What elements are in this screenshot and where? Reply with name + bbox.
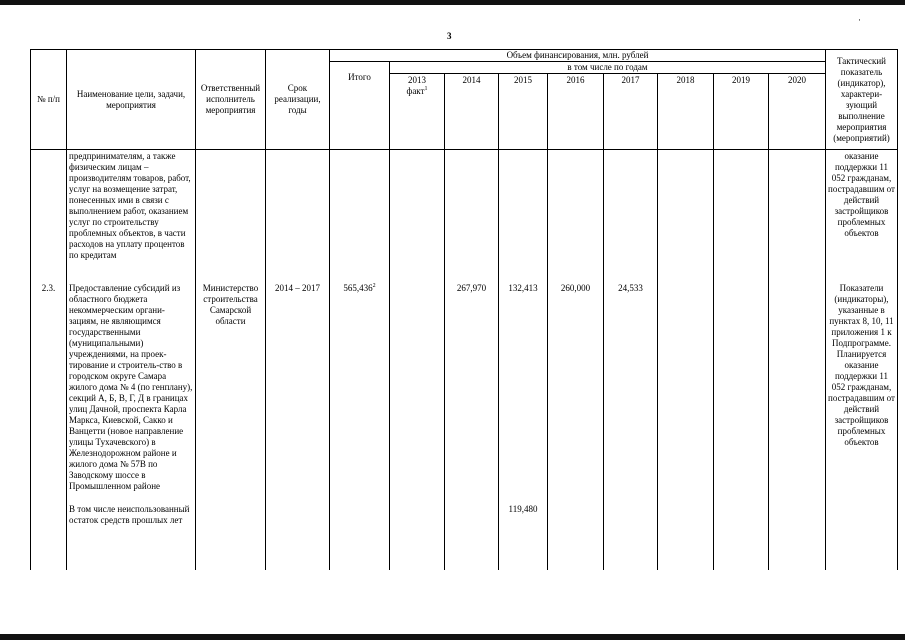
header-row-1 <box>31 50 898 62</box>
row-2020 <box>769 504 826 532</box>
header-indicator: Тактический показатель (индикатор), характери-зующий выполнение мероприятия (мероприятий) <box>826 50 898 150</box>
header-fact-sup: 1 <box>424 86 428 92</box>
table-row <box>31 504 898 532</box>
header-including: в том числе по годам <box>390 62 826 74</box>
row-period: 2014 – 2017 <box>266 283 330 504</box>
row-num <box>31 504 67 532</box>
header-fact-note: факт <box>406 86 425 96</box>
row-indicator <box>826 504 898 532</box>
row-executor <box>196 504 266 532</box>
row-2016 <box>548 504 604 532</box>
row-2016: 260,000 <box>548 283 604 504</box>
scan-speck: · <box>858 15 861 25</box>
filler-cell <box>499 532 548 570</box>
row-2013 <box>390 504 445 532</box>
row-period <box>266 150 330 284</box>
header-year-2020: 2020 <box>769 74 826 150</box>
row-2015: 132,413 <box>499 283 548 504</box>
row-executor <box>196 150 266 284</box>
filler-cell <box>714 532 769 570</box>
row-period <box>266 504 330 532</box>
row-2014: 267,970 <box>445 283 499 504</box>
scan-bottom-border <box>0 634 905 640</box>
table-row <box>31 150 898 284</box>
header-year-2013 <box>390 74 445 150</box>
header-year-2017: 2017 <box>604 74 658 150</box>
row-2013 <box>390 283 445 504</box>
filler-cell <box>196 532 266 570</box>
row-name: Предоставление субсидий из областного бюджета некоммерческим органи-зациям, не являющимся государственными (муниципальными) учреждениями, на проек-тирование и строитель-ство в городском округе Самара жилого дома № 4 (по генплану), секций А, Б, В, Г, Д в границах улиц Дачной, проспекта Карла Маркса, Киевской, Сакко и Ванцетти (новое направление улицы Тухачевского) в Железнодорожном районе и жилого дома № 57В по Заводскому шоссе в Промышленном районе <box>67 283 196 504</box>
row-2018 <box>658 283 714 504</box>
row-2015 <box>499 150 548 284</box>
header-executor: Ответственный исполнитель мероприятия <box>196 50 266 150</box>
filler-cell <box>548 532 604 570</box>
row-indicator: Показатели (индикаторы), указанные в пунктах 8, 10, 11 приложения 1 к Подпрограмме. Планируется оказание поддержки 11 052 гражданам, пострадавшим от действий застройщиков проблемных объектов <box>826 283 898 504</box>
filler-cell <box>445 532 499 570</box>
header-year-2018: 2018 <box>658 74 714 150</box>
header-volume: Объем финансирования, млн. рублей <box>330 50 826 62</box>
row-2013 <box>390 150 445 284</box>
row-total <box>330 283 390 504</box>
row-2016 <box>548 150 604 284</box>
header-num: № п/п <box>31 50 67 150</box>
header-year-2015: 2015 <box>499 74 548 150</box>
filler-cell <box>330 532 390 570</box>
row-2017: 24,533 <box>604 283 658 504</box>
row-2020 <box>769 150 826 284</box>
scan-top-border <box>0 0 905 5</box>
filler-cell <box>266 532 330 570</box>
row-2017 <box>604 150 658 284</box>
table-row <box>31 283 898 504</box>
filler-cell <box>390 532 445 570</box>
row-2018 <box>658 504 714 532</box>
header-year-2019: 2019 <box>714 74 769 150</box>
row-2020 <box>769 283 826 504</box>
filler-cell <box>826 532 898 570</box>
row-num <box>31 150 67 284</box>
row-2018 <box>658 150 714 284</box>
row-name: предпринимателям, а также физическим лицам – производителям товаров, работ, услуг на возмещение затрат, понесенных ими в связи с выполнением работ, оказанием услуг по строительству проблемных объектов, в части расходов на уплату процентов по кредитам <box>67 150 196 284</box>
header-period: Срок реализации, годы <box>266 50 330 150</box>
row-total <box>330 150 390 284</box>
row-2019 <box>714 150 769 284</box>
header-year-2013-label: 2013 <box>408 75 426 85</box>
table-row-filler <box>31 532 898 570</box>
row-indicator: оказание поддержки 11 052 гражданам, пострадавшим от действий застройщиков проблемных объектов <box>826 150 898 284</box>
row-total-sup: 2 <box>372 283 376 289</box>
row-num: 2.3. <box>31 283 67 504</box>
row-total-value: 565,436 <box>343 283 373 293</box>
header-year-2016: 2016 <box>548 74 604 150</box>
row-2019 <box>714 504 769 532</box>
row-executor: Министерство строительства Самарской области <box>196 283 266 504</box>
filler-cell <box>67 532 196 570</box>
filler-cell <box>769 532 826 570</box>
header-year-2014: 2014 <box>445 74 499 150</box>
header-total: Итого <box>330 62 390 150</box>
filler-cell <box>31 532 67 570</box>
row-2017 <box>604 504 658 532</box>
filler-cell <box>604 532 658 570</box>
row-2019 <box>714 283 769 504</box>
header-name: Наименование цели, задачи, мероприятия <box>67 50 196 150</box>
row-2014 <box>445 150 499 284</box>
filler-cell <box>658 532 714 570</box>
page-number: 3 <box>447 31 452 41</box>
financing-table <box>30 49 898 570</box>
row-total <box>330 504 390 532</box>
row-name: В том числе неиспользованный остаток средств прошлых лет <box>67 504 196 532</box>
row-2014 <box>445 504 499 532</box>
row-2015: 119,480 <box>499 504 548 532</box>
